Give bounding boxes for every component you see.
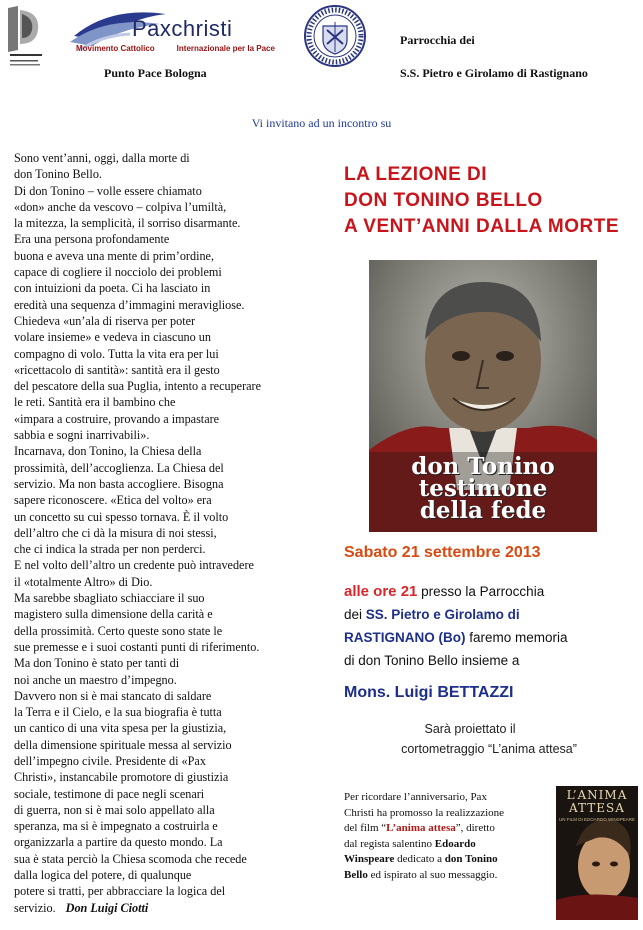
pax-christi-wordmark: Paxchristi (132, 16, 233, 41)
letter-line: sabbia e sogni inarrivabili». (14, 428, 150, 443)
title-line-3: A VENT’ANNI DALLA MORTE (344, 216, 620, 237)
letter-line: magistero sulla dimensione della carità e (14, 607, 213, 622)
letter-line: capace di cogliere il nocciolo dei problemi (14, 265, 222, 280)
poster-title-line-2: ATTESA (569, 801, 625, 815)
announcement-line-1: Per ricordare l’anniversario, Pax (344, 791, 487, 803)
announcement-line-2: Christi ha promosso la realizzazione (344, 806, 505, 819)
pax-christi-tagline: Movimento Cattolico Internazionale per la Pace (76, 44, 275, 53)
announcement-line-4: dal regista salentino (344, 837, 435, 850)
announcement-line-3: del film “ (344, 822, 387, 834)
punto-pace-label: Punto Pace Bologna (104, 66, 207, 80)
film-announcement (344, 790, 548, 883)
event-with-text: di don Tonino Bello insieme a (344, 653, 520, 668)
letter-line: Era una persona profondamente (14, 232, 170, 247)
letter-line: della dimensione spirituale messa al servizio (14, 737, 232, 752)
letter-line: con intuizioni da poeta. Ci ha lasciato in (14, 281, 211, 296)
poster-title-line-1: L’ANIMA (566, 788, 628, 802)
letter-line: «impara a costruire, provando a impastare (14, 411, 220, 426)
letter-line: dell’altro che ci dà la misura di noi stessi, (14, 525, 217, 540)
parish-church-name: SS. Pietro e Girolamo di (365, 607, 520, 622)
letter-line: potere si tratti, per abbracciare la logica del (14, 884, 226, 899)
letter-last-line: servizio. Don Luigi Ciotti (14, 900, 149, 915)
letter-line: dell’impegno civile. Presidente di «Pax (14, 753, 206, 768)
event-time: alle ore 21 (344, 583, 418, 600)
letter-line: sue premesse e i suoi costanti punti di riferimento. (14, 639, 260, 654)
subject-name: don Tonino (444, 853, 498, 865)
letter-line: compagno di volo. Tutta la vita era per lui (14, 346, 219, 361)
letter-line: un concetto su cui spesso tornava. È il volto (14, 509, 229, 524)
letter-line: prossimità, dell’accoglienza. La Chiesa del (14, 460, 224, 475)
letter-line: Christi», instancabile promotore di giustizia (14, 770, 229, 785)
letter-line: «ricettacolo di santità»: santità era il gesto (14, 362, 220, 377)
letter-line: noi anche un maestro d’impegno. (14, 672, 177, 687)
letter-line: sociale, testimone di pace negli scenari (14, 786, 205, 801)
letter-line: della prossimità. Certo queste sono state le (14, 623, 223, 638)
book-title-line-3: della fede (419, 497, 547, 524)
letter-line: Di don Tonino – volle essere chiamato (14, 183, 202, 198)
director-last-name: Winspeare (344, 853, 395, 865)
title-line-1: LA LEZIONE DI (344, 164, 488, 185)
letter-line: che ci indica la strada per non perderci. (14, 542, 206, 557)
announcement-line-6: ed ispirato al suo messaggio. (367, 868, 498, 881)
letter-line: Sono vent’anni, oggi, dalla morte di (14, 151, 190, 165)
letter-line: del pescatore della sua Puglia, intento a recuperare (14, 379, 262, 394)
parish-name: S.S. Pietro e Girolamo di Rastignano (400, 66, 588, 80)
event-prefix: dei (344, 607, 366, 622)
announcement-line-3-end: ”, diretto (455, 822, 495, 834)
projection-line-2: cortometraggio “L’anima attesa” (401, 742, 577, 756)
letter-line: Incarnava, don Tonino, la Chiesa della (14, 444, 202, 459)
letter-line: dalla logica del potere, di qualunque (14, 868, 192, 883)
event-memoria-text: faremo memoria (465, 630, 568, 645)
letter-line: Chiedeva «un’ala di riserva per poter (14, 313, 196, 328)
film-title: L’anima attesa (386, 822, 456, 834)
letter-line: le reti. Santità era il bambino che (14, 395, 176, 410)
letter-line: volare insieme» e vedeva in ciascuno un (14, 330, 211, 345)
event-place-text: presso la Parrocchia (417, 584, 545, 599)
poster-title (556, 789, 638, 815)
event-title (344, 162, 619, 240)
book-cover-title (369, 453, 597, 524)
letter-line: organizzarla a partire da questo mondo. La (14, 835, 223, 850)
letter-line: servizio. Ma non basta accogliere. Bisogna (14, 476, 224, 491)
announcement-line-5: dedicato a (394, 853, 445, 865)
parish-seal (303, 4, 367, 68)
event-details (344, 580, 642, 672)
letter-line: Ma sarebbe sbagliato schiacciare il suo (14, 591, 205, 606)
letter-line: buona e aveva una mente di prim’ordine, (14, 248, 215, 263)
letter-line: il «totalmente Altro» di Dio. (14, 574, 153, 589)
letter-line: don Tonino Bello. (14, 167, 102, 182)
ciotti-letter (14, 150, 320, 916)
letter-line: di guerra, non si è mai solo appellato alla (14, 802, 215, 817)
speaker-name: Mons. Luigi BETTAZZI (344, 684, 514, 701)
invite-line: Vi invitano ad un incontro su (251, 116, 392, 130)
letter-line: un cantico di una vita spesa per la giustizia, (14, 721, 227, 736)
book-title-line-2: testimone (418, 475, 548, 502)
letter-line: E nel volto dell’altro un credente può intravedere (14, 558, 254, 573)
director-first-name: Edoardo (434, 837, 476, 850)
book-title-line-1: don Tonino (411, 453, 555, 480)
pax-christi-bologna-logo (4, 4, 48, 70)
letter-line: sapere riconoscere. «Etica del volto» era (14, 493, 212, 508)
letter-line: sua è stata perciò la Chiesa scomoda che recede (14, 851, 247, 866)
parish-label: Parrocchia dei (400, 33, 475, 47)
event-town: RASTIGNANO (Bo) (344, 630, 466, 645)
event-date: Sabato 21 settembre 2013 (344, 544, 541, 561)
letter-line: la Terra e il Cielo, e la sua biografia è tutta (14, 705, 222, 720)
letter-line: eredità una sequenza d’immagini meravigliose. (14, 297, 245, 312)
title-line-2: DON TONINO BELLO (344, 190, 543, 211)
letter-line: «don» anche da vescovo – colpiva l’umiltà, (14, 199, 227, 214)
poster-subtitle: UN FILM DI EDOARDO WINSPEARE (558, 817, 635, 822)
letter-line: speranza, ma si è impegnato a costruirla e (14, 819, 218, 834)
letter-line: la mitezza, la semplicità, il sorriso disarmante. (14, 216, 241, 231)
subject-surname: Bello (344, 868, 368, 881)
letter-line: Davvero non si è mai stancato di saldare (14, 688, 212, 703)
letter-line: Ma don Tonino è stato per tanti di (14, 656, 180, 671)
signature: Don Luigi Ciotti (65, 900, 149, 915)
projection-line-1: Sarà proiettato il (424, 722, 516, 736)
